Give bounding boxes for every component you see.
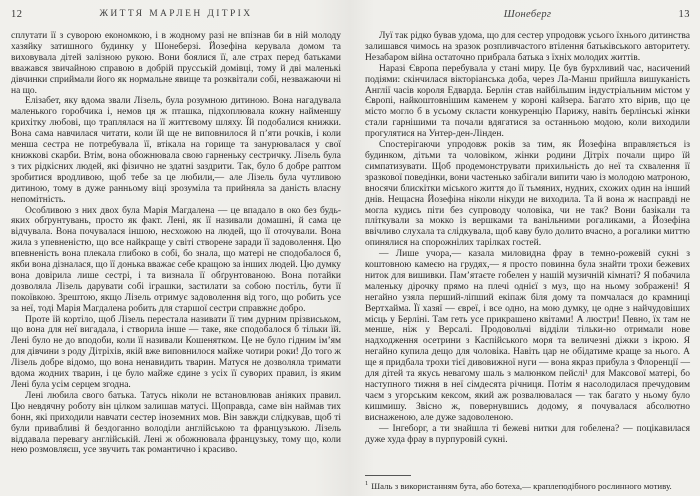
right-page-number: 13 (678, 9, 690, 20)
paragraph: Лені любила свого батька. Татусь ніколи не встановлював аніяких правил. Цю невдячну роботу він цілком залишав матусі. Щоправда, саме він наймав тих бонн, які приходили навчати сестер іноземних мов. Він завжди слідкував, щоб ті були привабливі й бездоганно володіли англійською та французькою. Лізель віддавала перевагу англійській. Лені ж обожнювала французьку, тому що, коли нею розмовляєш, усе звучить так романтично і красиво. (11, 390, 341, 456)
paragraph: — Інгеборг, а ти знайшла ті бежеві нитки для гобелена? — поцікавилася дуже худа фрау в пурпуровій сукні. (365, 423, 690, 445)
paragraph: Наразі Європа перебувала у стані миру. Це був бурхливий час, насичений подіями: скінчилася вікторіанська доба, через Ла-Манш прийшла вишуканість Англії часів короля Едварда. Берлін став найбільшим індустріальним містом у Європі, найкоштовнішим каменем у короні кайзера. Багато хто вірив, що це місто могло б в усьому скласти конкуренцію Парижу, навіть берлінські жінки стали гарнішими та почали вдягатися за останньою модою, коли виходили прогулятися на Унтер-ден-Лінден. (365, 63, 690, 140)
left-running-title: ЖИТТЯ МАРЛЕН ДІТРІХ (99, 9, 253, 19)
footnote (365, 475, 690, 491)
footnote-body: Шаль з використанням бута, або ботеха,— краплеподібного рослинного мотиву. (371, 481, 672, 491)
paragraph: Спостерігаючи упродовж років за тим, як Йозефіна вправляється із будинком, дітьми та чоловіком, жінки родини Дітріх почали щиро їй симпатизувати. Щоб продемонструвати прихильність до неї та схвалення її зразкової поведінки, вони частенько забігали випити чаю із молодою матроною, вносячи блискітки міського життя до її тьмяних, нудних, схожих один на інший днів. Нещасна Йозефіна ніколи нікуди не виходила. Та й вона ж насправді не могла кудись піти без супроводу чоловіка, чи не так? Вони базікали та пліткували за мокко із вершками та ванільними рогаликами, а Йозефіна ввічливо слухала та слідкувала, щоб каву було долито вчасно, а рогалики миттю опинялися на спорожнілих тарілках гостей. (365, 140, 690, 249)
paragraph: Елізабет, яку вдома звали Лізель, була розумною дитиною. Вона нагадувала маленького горобчика і, немов ця ж пташка, підхоплювала кожну найменшу крихітку любові, що траплялася на її життєвому шляху. Їй подобалися книжки. Вона сама навчилася читати, коли їй ще не виповнилося й п’яти рочків, і коли менша сестра не потребувала її, втікала на горище та занурювалася у свої книжкові скарби. Втім, вона обожнювала свою гарненьку сестричку. Лізель була з тих рідкісних людей, які фізично не здатні заздрити. Так, було б добре раптом зробитися вродливою, щоб тебе за це любили,— але Лізель була чутливою дитиною, тому в дуже ранньому віці зрозуміла та прийняла за даність власну непомітність. (11, 96, 341, 205)
footnote-marker: 1 (365, 480, 369, 488)
right-page-body (365, 31, 690, 445)
right-page (350, 0, 700, 496)
footnote-divider (365, 475, 411, 476)
footnote-text (365, 479, 690, 491)
left-page-body (11, 31, 341, 456)
paragraph: Луї так рідко бував удома, що для сестер упродовж усього їхнього дитинства залишався чимось на зразок розпливчастого втілення батьківського авторитету. Незабаром війна остаточно прибрала батька з їхніх молодих життів. (365, 31, 690, 63)
paragraph: Проте їй кортіло, щоб Лізель перестала називати її тим дурним прізвиськом, що вона для неї вигадала, і створила інше — таке, яке сподобалося б тільки їй. Лені було не до вподоби, коли її називали Кошенятком. Це не було гідним ім’ям для дівчини з роду Дітріхів, якій вже виповнилося майже чотири роки! До того ж Лізель добре відомо, що вона ненавидить тварин. Матуся не дозволяла тримати вдома жодних тварин, і це було майже єдине з усіх її суворих правил, із яким Лені була усім серцем згодна. (11, 314, 341, 390)
paragraph: — Лише учора,— казала миловидна фрау в темно-рожевій сукні з коштовною камеєю на грудях,— я просто повинна була знайти трохи бежевих ниток для вишивки. Пам’ятаєте гобелен у нашій музичній кімнаті? Я побачила маленьку дірочку прямо на плечі однієї з муз, що на ньому зображені! Я негайно узяла перший-ліпший екіпаж біля дому та помчалася до крамниці Вертхайма. Її хазяї — євреї, і все одно, на мою думку, це одне з найчудовіших місць у Берліні. Там геть усе прикрашено квітами! А люстри! Певно, їх там не менше, ніж у Версалі. Продовольчі відділи тільки-но отримали нове надходження осетрини з Каспійського моря та величезні діжки з ікрою. Я негайно купила дещо для чоловіка. Навіть цар не обідатиме краще за нього. А ще я придбала трохи тієї дивовижної нуги — вона якраз прибула з Флоренції — для дітей та якусь невагому шаль з малюнком пейслі¹ для Максової матері, бо наступного тижня в неї сімдесята річниця. Потім я насолодилася пречудовим чаєм з угорським кексом, який аж розвалювалася — так багато у ньому було кишмишу. Звісно ж, повернувшись додому, я почувалася абсолютно виснаженою, але дуже задоволеною. (365, 249, 690, 423)
left-page-number: 12 (11, 9, 23, 20)
paragraph: Особливою з них двох була Марія Магдалена — це впадало в око без будь-яких обґрунтувань, просто як факт. Лені, як її називали домашні, й сама це відчувала. Вона почувалася іншою, несхожою на людей, що її оточували. Вона жила з упевненістю, що все найкраще у світі створене заради її задоволення. Цю впевненість вона плекала глибоко в собі, бо знала, що матері не сподобалося б, якби вона дізналася, що її донька вважає себе кращою за інших людей. Цю думку вона довірила лише сестрі, і та визнала її обґрунтованою. Вона потайки дозволяла Лізель дарувати собі іграшки, застилати за собою постіль, бути її покоївкою. Зрештою, якщо Лізель отримує задоволення від того, що робить усе за неї, тоді Марія Магдалена робить для старшої сестри справжнє добро. (11, 205, 341, 314)
right-page-header (365, 9, 690, 24)
paragraph: сплутати її з суворою економкою, і в жодному разі не впізнав би в ній молоду хазяйку затишного будинку у Шонеберзі. Йозефіна керувала домом та виховувала дітей залізною рукою. Вони боялися її, але страх перед батьками вважався звичайною справою в добрій прусській домівці, тому й дві маленькі дівчинки сприймали його як нормальне явище та розквітали собі, незважаючи ні на що. (11, 31, 341, 96)
left-page-header (11, 9, 341, 24)
right-running-title: Шонеберг (503, 9, 552, 20)
